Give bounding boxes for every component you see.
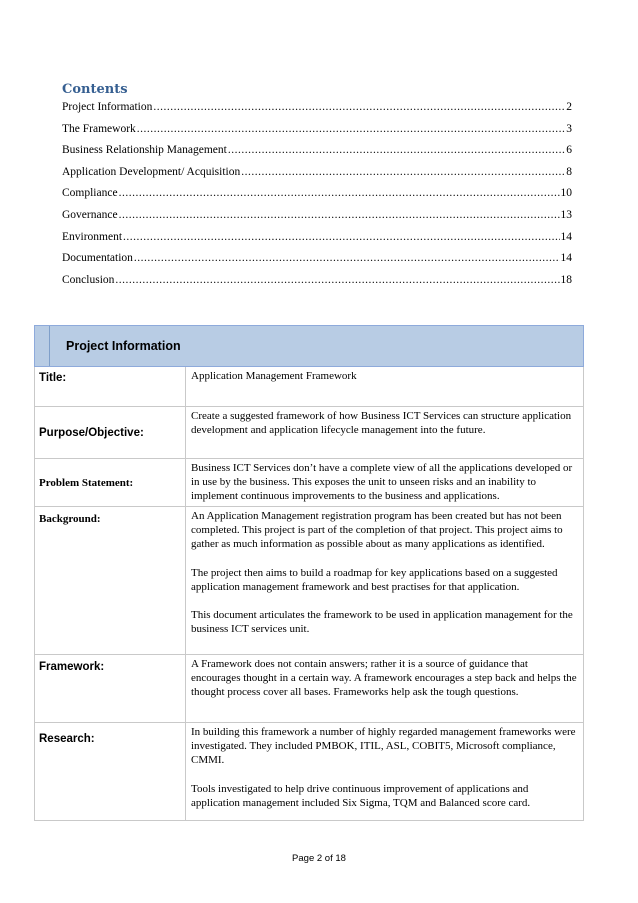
table-row-research — [35, 723, 584, 821]
toc-entry-title: Documentation — [62, 252, 133, 265]
toc-entry-title: Project Information — [62, 101, 153, 113]
row-value — [186, 723, 584, 821]
toc-entry-title: Conclusion — [62, 273, 115, 286]
row-label-text: Title: — [39, 372, 67, 384]
table-row-purpose — [35, 407, 584, 459]
toc-entry-page: 14 — [560, 230, 572, 243]
row-paragraph: A Framework does not contain answers; rather it is a source of guidance that encourages thought in a certain way. A framework encourages a step back and helps the thought process cover all bases. Frameworks help ask the tough questions. — [191, 658, 577, 699]
toc-entry-page: 14 — [560, 252, 572, 265]
row-paragraph: Business ICT Services don’t have a complete view of all the applications developed or in use by the business. This exposes the unit to unseen risks and an inability to implement continuous improvements to the business and applications. — [191, 462, 573, 503]
contents-heading: Contents — [62, 82, 128, 97]
toc-entry-page: 2 — [566, 101, 572, 113]
toc-leader-dots — [228, 144, 565, 156]
row-paragraph: Tools investigated to help drive continuous improvement of applications and application management included Six Sigma, TQM and Balanced score card. — [191, 782, 531, 809]
row-label-text: Research: — [39, 733, 95, 745]
row-value — [186, 407, 584, 459]
toc-leader-dots — [153, 101, 565, 113]
row-value — [186, 459, 584, 507]
table-row-problem-statement — [35, 459, 584, 507]
row-label — [35, 367, 186, 407]
section-header — [35, 326, 584, 367]
row-label-text: Background: — [39, 513, 101, 525]
toc-entry-application-development[interactable] — [62, 166, 572, 188]
row-label — [35, 407, 186, 459]
toc-leader-dots — [123, 231, 559, 243]
row-value — [186, 655, 584, 723]
toc-entry-documentation[interactable] — [62, 252, 572, 274]
toc-entry-compliance[interactable] — [62, 187, 572, 209]
toc-entry-governance[interactable] — [62, 209, 572, 231]
toc-entry-project-information[interactable] — [62, 101, 572, 123]
toc-entry-title: Business Relationship Management — [62, 144, 227, 157]
row-paragraph: Application Management Framework — [191, 370, 357, 382]
toc-leader-dots — [119, 187, 560, 199]
toc-entry-title: Application Development/ Acquisition — [62, 165, 241, 178]
row-label-text: Framework: — [39, 661, 105, 673]
row-value — [186, 507, 584, 655]
row-label — [35, 655, 186, 723]
toc-leader-dots — [241, 166, 565, 178]
toc-entry-environment[interactable] — [62, 231, 572, 253]
toc-leader-dots — [134, 252, 560, 264]
row-value — [186, 367, 584, 407]
table-row-framework — [35, 655, 584, 723]
row-label — [35, 459, 186, 507]
row-paragraph: In building this framework a number of highly regarded management frameworks were investigated. They included PMBOK, ITIL, ASL, COBIT5, Microsoft compliance, CMMI. — [191, 726, 576, 767]
table-row-title — [35, 367, 584, 407]
toc-leader-dots — [115, 274, 559, 286]
row-label-text: Problem Statement: — [39, 476, 134, 489]
toc-entry-title: Environment — [62, 230, 123, 243]
toc-entry-conclusion[interactable] — [62, 274, 572, 296]
toc-entry-the-framework[interactable] — [62, 123, 572, 145]
toc-entry-page: 18 — [560, 273, 572, 286]
toc-entry-title: Governance — [62, 208, 118, 221]
row-paragraph: This document articulates the framework to be used in application management for the business ICT services unit. — [191, 609, 573, 636]
toc-entry-business-relationship-management[interactable] — [62, 144, 572, 166]
toc-entry-page: 10 — [560, 187, 572, 200]
row-label — [35, 723, 186, 821]
toc-entry-title: The Framework — [62, 122, 136, 135]
toc-leader-dots — [137, 123, 565, 135]
section-heading: Project Information — [49, 326, 181, 366]
toc-entry-page: 3 — [566, 122, 572, 135]
row-paragraph: The project then aims to build a roadmap for key applications based on a suggested application management framework and best practises for that application. — [191, 566, 558, 593]
table-of-contents — [62, 101, 572, 295]
row-paragraph: An Application Management registration program has been created but has not been completed. This project is part of the completion of that project. This project aims to gather as much information as possible about as many applications as identified. — [191, 510, 563, 551]
project-information-table — [34, 325, 584, 821]
row-paragraph: Create a suggested framework of how Business ICT Services can structure application development and application lifecycle management into the future. — [191, 410, 572, 437]
toc-entry-title: Compliance — [62, 187, 118, 200]
row-label-text: Purpose/Objective: — [39, 426, 144, 439]
toc-entry-page: 6 — [566, 144, 572, 157]
table-header-row — [35, 326, 584, 367]
toc-entry-page: 13 — [560, 208, 572, 221]
toc-leader-dots — [119, 209, 560, 221]
page-number-footer: Page 2 of 18 — [292, 853, 346, 864]
table-row-background — [35, 507, 584, 655]
toc-entry-page: 8 — [566, 165, 572, 178]
row-label — [35, 507, 186, 655]
